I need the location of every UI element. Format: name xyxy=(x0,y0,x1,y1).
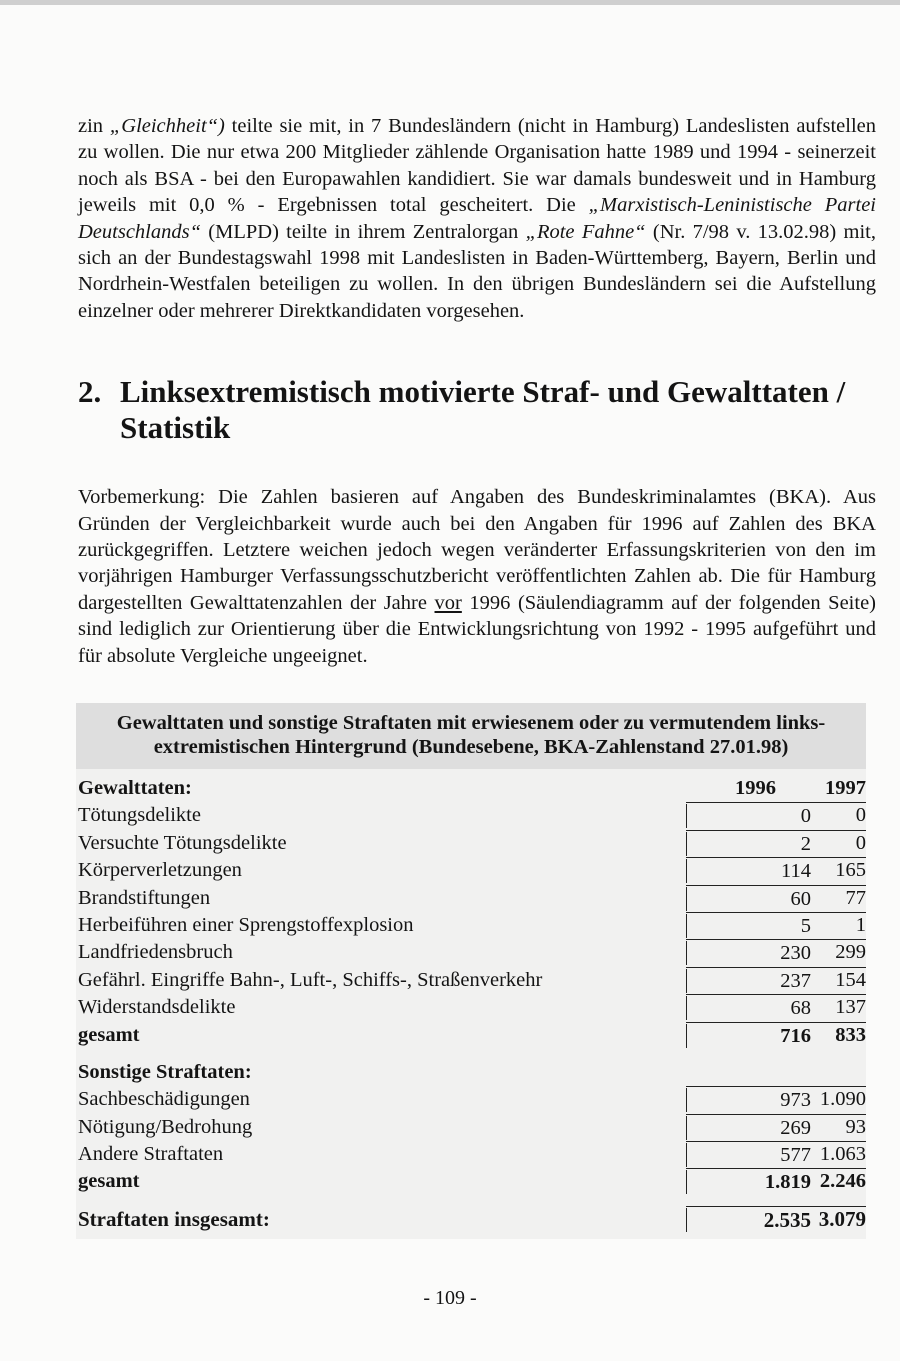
section-title-line2: Statistik xyxy=(120,410,231,446)
sonstige-section-label: Sonstige Straftaten: xyxy=(78,1060,252,1083)
row-label: Straftaten insgesamt: xyxy=(78,1206,270,1231)
intro-text: teilte sie mit, in 7 Bundesländern (nicht in Hamburg) Landeslisten aufstellen zu wollen. Die nur etwa 200 Mitglieder zählende Organisation hatte 1989 und 1994 - seinerzeit noch als BSA - bei den Europawahlen kandidiert. Sie war damals bundesweit und in Hamburg jeweils mit 0,0 % - Ergebnissen total gescheitert. Die xyxy=(78,115,877,217)
table-title-line1: Gewalttaten und sonstige Straftaten mit erwiesenem oder zu vermutendem links- xyxy=(116,712,826,734)
value-1996: 269 xyxy=(686,1116,811,1140)
row-label: Brandstiftungen xyxy=(78,886,211,909)
row-label: Tötungsdelikte xyxy=(78,804,201,827)
section-title-line1: Linksextremistisch motivierte Straf- und Gewalttaten / xyxy=(120,374,846,410)
row-label: Nötigung/Bedrohung xyxy=(78,1115,253,1138)
row-label: Landfriedensbruch xyxy=(78,941,233,964)
intro-paragraph xyxy=(78,113,876,324)
remark-underlined: vor xyxy=(434,591,462,614)
value-1996: 2 xyxy=(686,832,811,856)
value-1996: 114 xyxy=(686,859,811,883)
row-label: Herbeiführen einer Sprengstoffexplosion xyxy=(78,913,414,936)
table-row xyxy=(76,939,866,966)
intro-rote-fahne: „Rote Fahne“ xyxy=(525,220,646,243)
row-label: Versuchte Tötungsdelikte xyxy=(78,831,287,854)
table-row xyxy=(76,994,866,1021)
row-label: Andere Straftaten xyxy=(78,1143,224,1166)
value-1997: 165 xyxy=(835,859,866,882)
value-1996: 716 xyxy=(686,1024,811,1048)
table-body xyxy=(76,769,866,1239)
table-header-row xyxy=(76,775,866,802)
value-1997: 3.079 xyxy=(818,1206,866,1231)
table-row xyxy=(76,1141,866,1168)
table-row xyxy=(76,1114,866,1141)
column-header-1997: 1997 xyxy=(825,777,866,799)
sonstige-header-row xyxy=(76,1059,866,1086)
table-row xyxy=(76,802,866,829)
row-label: gesamt xyxy=(78,1023,140,1046)
intro-text: zin xyxy=(78,115,110,137)
section-number: 2. xyxy=(78,374,102,410)
value-1997: 0 xyxy=(855,831,866,854)
table-row xyxy=(76,885,866,912)
value-1996: 5 xyxy=(686,914,811,938)
value-1996: 68 xyxy=(686,996,811,1020)
table-row xyxy=(76,1086,866,1113)
table-row xyxy=(76,830,866,857)
column-header-1996: 1996 xyxy=(735,777,776,799)
table-row xyxy=(76,857,866,884)
value-1997: 0 xyxy=(855,804,866,827)
row-label: Widerstandsdelikte xyxy=(78,996,236,1019)
table-title-line2: extremistischen Hintergrund (Bundesebene, BKA-Zahlenstand 27.01.98) xyxy=(153,736,789,758)
value-1997: 299 xyxy=(835,941,866,964)
gewalt-total-row xyxy=(76,1022,866,1049)
value-1996: 237 xyxy=(686,969,811,993)
value-1996: 230 xyxy=(686,941,811,965)
value-1997: 1.063 xyxy=(819,1143,866,1166)
value-1996: 60 xyxy=(686,887,811,911)
remark-text: Vorbemerkung: Die Zahlen basieren auf Angaben des Bundeskriminalamtes (BKA). Aus Gründen der Vergleichbarkeit wurde auch bei den Angaben für 1996 auf Zahlen des BKA zurückgegriffen. Letztere weichen jedoch wegen veränderter Erfassungskriterien von den im vorjährigen Hamburger Verfassungsschutzbericht veröffentlichten Zahlen ab. Die für Hamburg dargestellten Gewalttatenzahlen der Jahre xyxy=(78,486,876,614)
value-1997: 1.090 xyxy=(819,1088,866,1111)
table-row xyxy=(76,912,866,939)
gewalttaten-section-label: Gewalttaten: xyxy=(78,777,192,799)
sonstige-total-row xyxy=(76,1168,866,1195)
table-row xyxy=(76,967,866,994)
value-1997: 93 xyxy=(845,1115,866,1138)
section-heading xyxy=(78,374,876,446)
value-1997: 77 xyxy=(845,886,866,909)
value-1997: 154 xyxy=(835,968,866,991)
value-1997: 2.246 xyxy=(819,1170,866,1193)
intro-text: (MLPD) teilte in ihrem Zentralorgan xyxy=(201,220,526,243)
remark-paragraph xyxy=(78,484,876,669)
intro-gleichheit: „Gleichheit“) xyxy=(109,115,225,137)
scan-edge xyxy=(0,0,900,5)
row-label: gesamt xyxy=(78,1170,140,1193)
value-1997: 833 xyxy=(835,1023,866,1046)
intro-text: (Nr. 7/98 v. 13.02.98) mit, sich an der Bundestagswahl 1998 mit Landeslisten in Baden-Württemberg, Bayern, Berlin und Nordrhein-Westfalen beteiligen zu wollen. In den übrigen Bundesländern sei die Aufstellung einzelner oder mehrerer Direktkandidaten vorgesehen. xyxy=(78,220,876,322)
table-title xyxy=(76,703,866,769)
remark-text: 1996 (Säulendiagramm auf der folgenden Seite) sind lediglich zur Orientierung über die Entwicklungsrichtung von 1992 - 1995 aufgeführt und für absolute Vergleiche ungeeignet. xyxy=(78,591,876,667)
value-1996: 1.819 xyxy=(686,1170,811,1194)
intro-mlpd: „Marxistisch-Leninistische Partei Deutschlands“ xyxy=(78,194,876,243)
row-label: Gefährl. Eingriffe Bahn-, Luft-, Schiffs-, Straßenverkehr xyxy=(78,968,543,991)
value-1997: 137 xyxy=(835,996,866,1019)
page-content xyxy=(78,113,876,669)
value-1996: 973 xyxy=(686,1088,811,1112)
row-label: Sachbeschädigungen xyxy=(78,1088,250,1111)
value-1996: 2.535 xyxy=(686,1208,811,1232)
row-label: Körperverletzungen xyxy=(78,859,242,882)
value-1996: 577 xyxy=(686,1143,811,1167)
value-1996: 0 xyxy=(686,804,811,828)
value-1997: 1 xyxy=(855,913,866,936)
page-number: - 109 - xyxy=(423,1287,477,1309)
statistics-table xyxy=(76,703,866,1239)
grand-total-row xyxy=(76,1206,866,1233)
